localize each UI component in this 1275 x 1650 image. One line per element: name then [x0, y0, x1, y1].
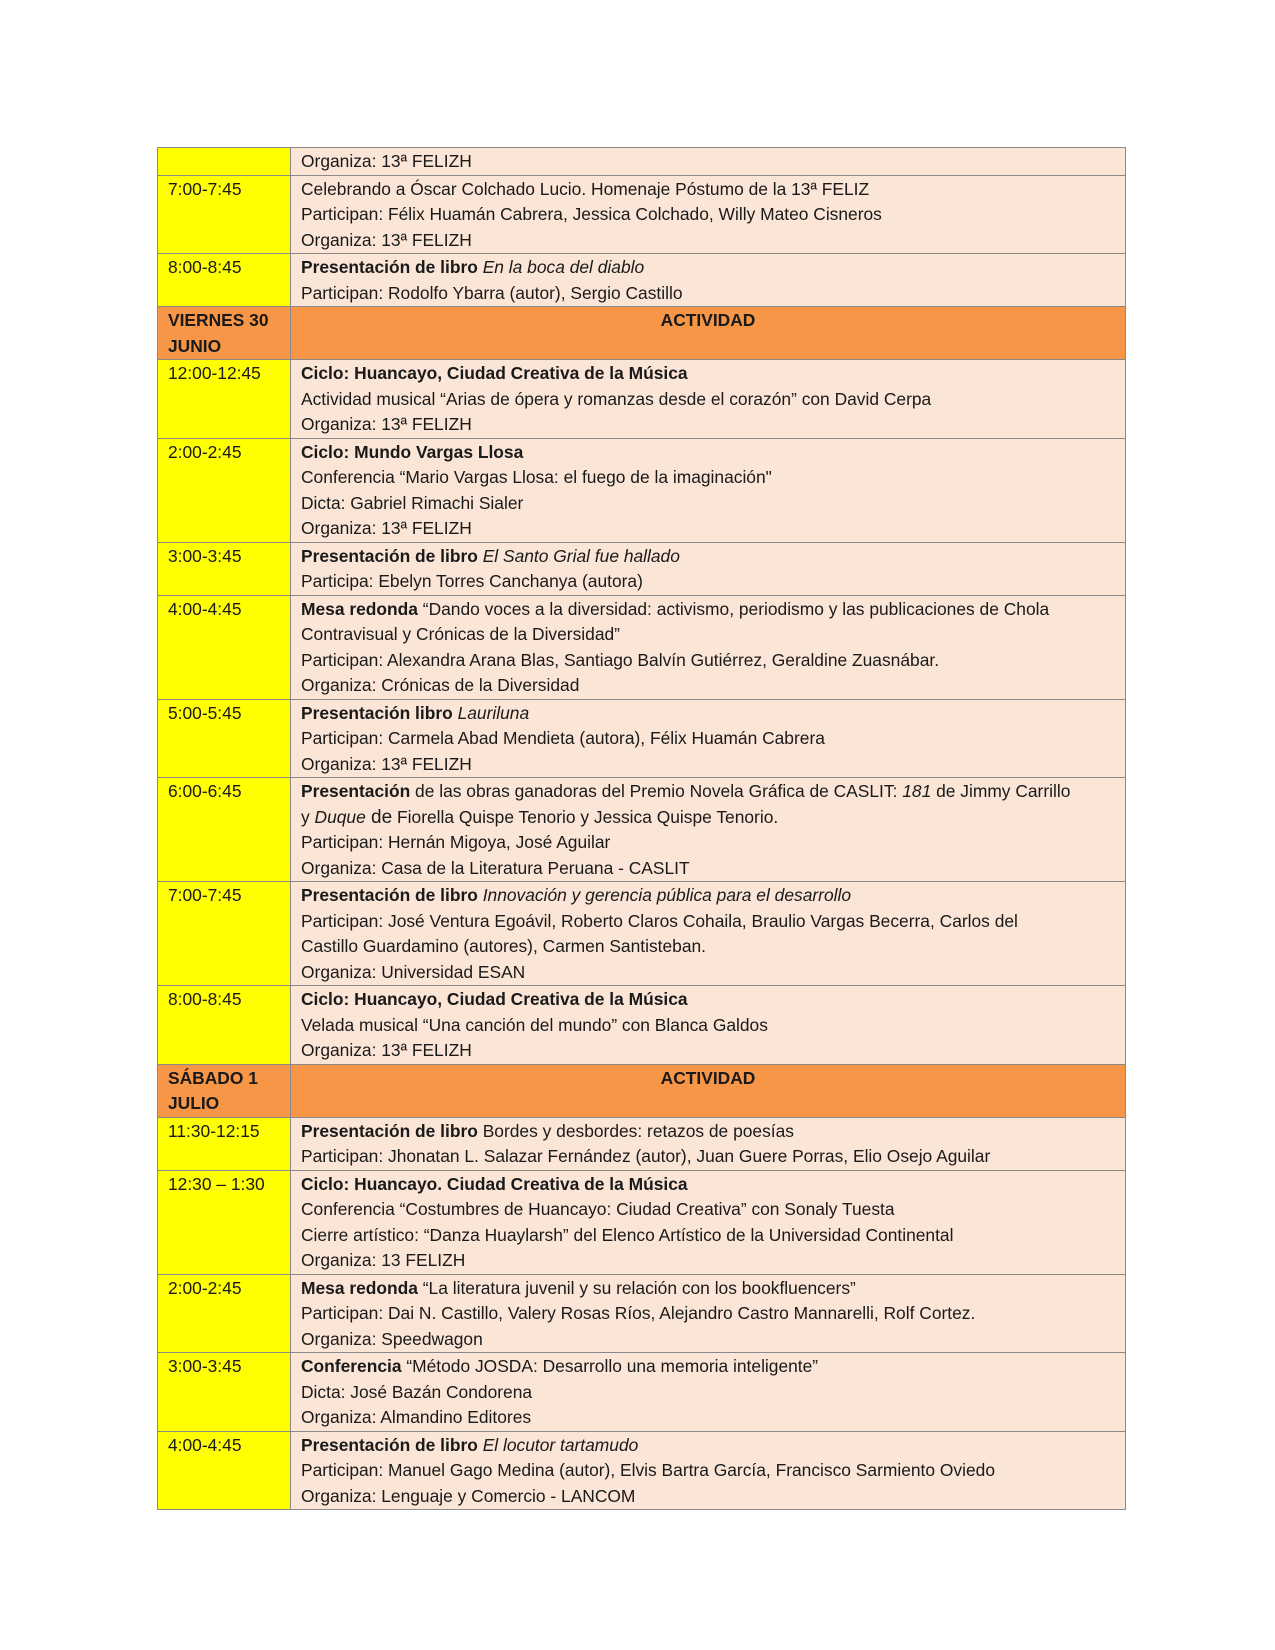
activity-line [301, 779, 1115, 805]
activity-cell [291, 699, 1126, 778]
time-label: 4:00-4:45 [168, 598, 242, 619]
time-cell [158, 1353, 291, 1432]
activity-cell [291, 1353, 1126, 1432]
activity-cell [291, 1274, 1126, 1353]
bold-text: Presentación [301, 781, 411, 801]
activity-line [301, 883, 1115, 909]
bold-text: Conferencia [301, 1356, 402, 1376]
time-cell [158, 438, 291, 542]
activity-line [301, 1172, 1115, 1198]
time-label: 12:30 – 1:30 [168, 1173, 265, 1194]
activity-header-label: ACTIVIDAD [660, 1067, 756, 1088]
activity-line: Organiza: Speedwagon [301, 1328, 483, 1349]
bold-text: Presentación de libro [301, 257, 483, 277]
day-header-row [158, 307, 1126, 360]
time-cell [158, 360, 291, 439]
time-label: 3:00-3:45 [168, 545, 242, 566]
activity-cell [291, 175, 1126, 254]
plain-text: y [301, 806, 315, 827]
time-label: 11:30-12:15 [168, 1120, 260, 1141]
activity-line: Contravisual y Crónicas de la Diversidad” [301, 624, 620, 644]
activity-cell [291, 1117, 1126, 1170]
time-cell [158, 986, 291, 1065]
activity-line [301, 440, 1115, 466]
bold-text: Mesa redonda [301, 1277, 418, 1298]
time-label: 2:00-2:45 [168, 1277, 242, 1298]
day-line: JULIO [168, 1093, 220, 1113]
activity-line [301, 805, 1115, 831]
activity-line: Organiza: 13ª FELIZH [301, 414, 472, 434]
time-cell [158, 595, 291, 699]
bold-text: Ciclo: Mundo Vargas Llosa [301, 441, 524, 462]
activity-line [301, 597, 1115, 623]
activity-line: Cierre artístico: “Danza Huaylarsh” del Elenco Artístico de la Universidad Continental [301, 1224, 954, 1245]
plain-text: de Jimmy Carrillo [931, 781, 1071, 801]
activity-cell [291, 148, 1126, 176]
activity-line: Participan: Dai N. Castillo, Valery Rosas Ríos, Alejandro Castro Mannarelli, Rolf Cortez. [301, 1303, 976, 1323]
time-cell [158, 254, 291, 307]
activity-line [301, 701, 1115, 727]
activity-line: Conferencia “Costumbres de Huancayo: Ciudad Creativa” con Sonaly Tuesta [301, 1199, 895, 1219]
italic-title: Duque [314, 806, 366, 827]
time-cell [158, 1117, 291, 1170]
activity-line: Organiza: 13ª FELIZH [301, 229, 472, 250]
schedule-row [158, 882, 1126, 986]
activity-line: Celebrando a Óscar Colchado Lucio. Homenaje Póstumo de la 13ª FELIZ [301, 178, 870, 199]
schedule-row [158, 699, 1126, 778]
activity-line [301, 1119, 1115, 1145]
schedule-body [158, 148, 1126, 1510]
activity-cell [291, 778, 1126, 882]
schedule-row [158, 1431, 1126, 1510]
schedule-row [158, 778, 1126, 882]
day-line: JUNIO [168, 335, 222, 356]
time-cell [158, 778, 291, 882]
activity-cell [291, 595, 1126, 699]
activity-line: Organiza: 13ª FELIZH [301, 753, 472, 774]
time-label: 6:00-6:45 [168, 781, 242, 801]
plain-text: “La literatura juvenil y su relación con los bookfluencers” [417, 1277, 856, 1298]
activity-line [301, 1433, 1115, 1459]
activity-line: Organiza: 13 FELIZH [301, 1250, 466, 1270]
time-cell [158, 1170, 291, 1274]
activity-line [301, 1354, 1115, 1380]
activity-line [301, 255, 1115, 281]
activity-line: Organiza: Crónicas de la Diversidad [301, 675, 580, 695]
day-line: VIERNES 30 [168, 310, 269, 330]
time-label: 3:00-3:45 [168, 1356, 242, 1376]
activity-line: Participan: Manuel Gago Medina (autor), Elvis Bartra García, Francisco Sarmiento Oviedo [301, 1460, 995, 1480]
activity-line: Organiza: Casa de la Literatura Peruana - CASLIT [301, 857, 690, 878]
schedule-row [158, 175, 1126, 254]
activity-line: Conferencia “Mario Vargas Llosa: el fuego de la imaginación" [301, 467, 772, 487]
plain-text: “Dando voces a la diversidad: activismo, periodismo y las publicaciones de Chola [422, 598, 1050, 619]
italic-title: El Santo Grial fue hallado [482, 545, 680, 566]
time-label: 2:00-2:45 [168, 441, 242, 462]
time-label: 8:00-8:45 [168, 989, 242, 1009]
time-cell [158, 1431, 291, 1510]
activity-line: Participan: José Ventura Egoávil, Roberto Claros Cohaila, Braulio Vargas Becerra, Carlos del [301, 910, 1018, 931]
plain-text: de [365, 806, 393, 828]
time-cell [158, 175, 291, 254]
plain-text: Fiorella Quispe Tenorio y Jessica Quispe Tenorio. [392, 806, 779, 827]
schedule-row [158, 438, 1126, 542]
activity-line: Organiza: Lenguaje y Comercio - LANCOM [301, 1485, 636, 1506]
activity-line: Organiza: 13ª FELIZH [301, 518, 472, 538]
activity-cell [291, 254, 1126, 307]
schedule-row [158, 986, 1126, 1065]
activity-line [301, 1276, 1115, 1302]
activity-line: Participan: Alexandra Arana Blas, Santiago Balvín Gutiérrez, Geraldine Zuasnábar. [301, 649, 940, 670]
schedule-row [158, 1117, 1126, 1170]
activity-line [301, 361, 1115, 387]
bold-text: Ciclo: Huancayo, Ciudad Creativa de la Música [301, 989, 688, 1009]
activity-line: Organiza: Almandino Editores [301, 1407, 532, 1427]
schedule-row [158, 360, 1126, 439]
time-label: 7:00-7:45 [168, 885, 242, 905]
time-cell [158, 699, 291, 778]
activity-line: Participan: Hernán Migoya, José Aguilar [301, 832, 611, 852]
bold-text: Ciclo: Huancayo, Ciudad Creativa de la Música [301, 363, 688, 383]
time-cell [158, 882, 291, 986]
schedule-row [158, 1274, 1126, 1353]
activity-line: Participan: Carmela Abad Mendieta (autora), Félix Huamán Cabrera [301, 728, 825, 748]
bold-text: Ciclo: Huancayo. Ciudad Creativa de la Música [301, 1173, 688, 1194]
activity-line: Velada musical “Una canción del mundo” con Blanca Galdos [301, 1014, 768, 1035]
plain-text: de las obras ganadoras del Premio Novela Gráfica de CASLIT: [410, 781, 903, 801]
activity-line: Dicta: José Bazán Condorena [301, 1381, 533, 1402]
schedule-table [157, 147, 1126, 1510]
activity-line [301, 987, 1115, 1013]
time-cell [158, 542, 291, 595]
day-label [158, 1064, 291, 1117]
day-line: SÁBADO 1 [168, 1067, 258, 1088]
italic-title: 181 [902, 781, 932, 801]
activity-line: Organiza: Universidad ESAN [301, 961, 526, 982]
time-cell [158, 1274, 291, 1353]
activity-column-header [291, 307, 1126, 360]
activity-line: Participan: Jhonatan L. Salazar Fernández (autor), Juan Guere Porras, Elio Osejo Aguilar [301, 1146, 991, 1166]
activity-line: Participan: Rodolfo Ybarra (autor), Sergio Castillo [301, 282, 683, 303]
bold-text: Presentación de libro [301, 1434, 483, 1455]
italic-title: Innovación y gerencia pública para el desarrollo [482, 885, 852, 905]
activity-line: Participan: Félix Huamán Cabrera, Jessica Colchado, Willy Mateo Cisneros [301, 204, 882, 224]
activity-cell [291, 360, 1126, 439]
activity-line: Dicta: Gabriel Rimachi Sialer [301, 492, 524, 513]
activity-cell [291, 542, 1126, 595]
activity-cell [291, 1431, 1126, 1510]
activity-cell [291, 438, 1126, 542]
time-label: 12:00-12:45 [168, 363, 261, 383]
time-label: 8:00-8:45 [168, 257, 242, 277]
activity-line: Castillo Guardamino (autores), Carmen Santisteban. [301, 936, 707, 956]
bold-text: Mesa redonda [301, 598, 423, 619]
activity-header-label: ACTIVIDAD [660, 310, 756, 330]
italic-title: El locutor tartamudo [482, 1434, 639, 1455]
activity-line: Organiza: 13ª FELIZH [301, 151, 472, 171]
time-label: 7:00-7:45 [168, 178, 242, 199]
italic-title: En la boca del diablo [482, 257, 645, 277]
activity-line: Actividad musical “Arias de ópera y romanzas desde el corazón” con David Cerpa [301, 388, 932, 409]
schedule-row [158, 595, 1126, 699]
bold-text: Presentación de libro [301, 545, 483, 566]
time-label: 5:00-5:45 [168, 702, 242, 723]
day-label [158, 307, 291, 360]
activity-column-header [291, 1064, 1126, 1117]
plain-text: “Método JOSDA: Desarrollo una memoria inteligente” [401, 1356, 819, 1376]
activity-line: Participa: Ebelyn Torres Canchanya (autora) [301, 571, 643, 591]
activity-cell [291, 1170, 1126, 1274]
activity-cell [291, 882, 1126, 986]
schedule-row [158, 254, 1126, 307]
schedule-row [158, 1170, 1126, 1274]
time-cell [158, 148, 291, 176]
bold-text: Presentación de libro [301, 885, 483, 905]
plain-text: Bordes y desbordes: retazos de poesías [477, 1120, 794, 1141]
time-label: 4:00-4:45 [168, 1434, 242, 1455]
italic-title: Lauriluna [457, 702, 530, 723]
schedule-row [158, 542, 1126, 595]
activity-line [301, 544, 1115, 570]
bold-text: Presentación de libro [301, 1120, 478, 1141]
activity-cell [291, 986, 1126, 1065]
day-header-row [158, 1064, 1126, 1117]
schedule-row [158, 148, 1126, 176]
schedule-row [158, 1353, 1126, 1432]
bold-text: Presentación libro [301, 702, 458, 723]
activity-line: Organiza: 13ª FELIZH [301, 1040, 472, 1060]
